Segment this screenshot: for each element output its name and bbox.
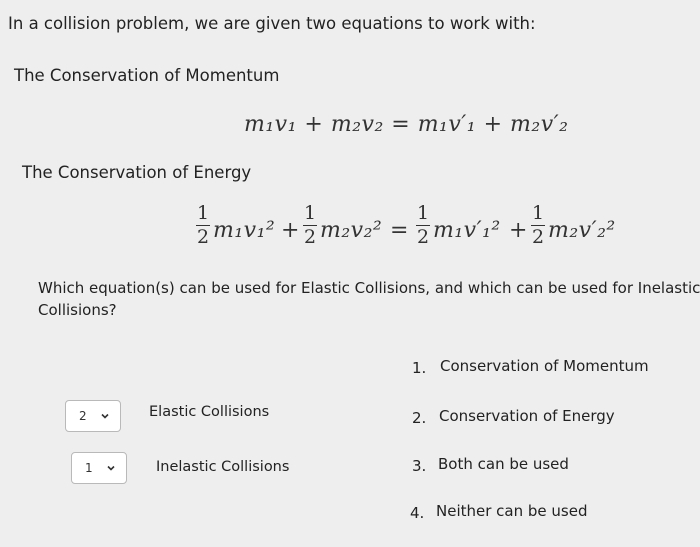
plus-sign: +	[509, 218, 528, 243]
energy-term-3: m₁v′₁²	[433, 218, 501, 243]
fraction-half	[416, 203, 430, 247]
inelastic-label: Inelastic Collisions	[156, 459, 290, 475]
elastic-label: Elastic Collisions	[149, 404, 270, 420]
option-number: 3.	[412, 457, 427, 475]
option-label: Neither can be used	[436, 502, 588, 520]
plus-sign: +	[281, 218, 300, 243]
fraction-half	[196, 203, 210, 247]
chevron-down-icon	[106, 463, 116, 473]
momentum-equation: m₁v₁ + m₂v₂ = m₁v′₁ + m₂v′₂	[244, 112, 569, 137]
option-label: Conservation of Momentum	[440, 357, 649, 375]
numerator: 1	[416, 202, 430, 224]
question-line-1: Which equation(s) can be used for Elastic Collisions, and which can be used for Inelastic	[38, 279, 700, 297]
energy-term-2: m₂v₂²	[320, 218, 383, 243]
option-label: Both can be used	[438, 455, 569, 473]
fraction-half	[531, 203, 545, 247]
denominator: 2	[303, 226, 317, 248]
option-label: Conservation of Energy	[439, 407, 615, 425]
energy-term-4: m₂v′₂²	[548, 218, 616, 243]
momentum-heading: The Conservation of Momentum	[14, 66, 280, 85]
inelastic-dropdown[interactable]	[71, 452, 127, 484]
denominator: 2	[416, 226, 430, 248]
intro-text: In a collision problem, we are given two equations to work with:	[8, 14, 536, 33]
option-number: 2.	[412, 409, 427, 427]
fraction-half	[303, 203, 317, 247]
denominator: 2	[531, 226, 545, 248]
dropdown-value: 2	[79, 409, 87, 423]
numerator: 1	[531, 202, 545, 224]
chevron-down-icon	[100, 411, 110, 421]
elastic-dropdown[interactable]	[65, 400, 121, 432]
energy-heading: The Conservation of Energy	[22, 163, 252, 182]
dropdown-value: 1	[85, 461, 93, 475]
question-line-2: Collisions?	[38, 301, 117, 319]
numerator: 1	[303, 202, 317, 224]
option-number: 1.	[412, 359, 427, 377]
numerator: 1	[196, 202, 210, 224]
energy-term-1: m₁v₁²	[213, 218, 276, 243]
option-number: 4.	[410, 504, 425, 522]
denominator: 2	[196, 226, 210, 248]
equals-sign: =	[390, 218, 409, 243]
